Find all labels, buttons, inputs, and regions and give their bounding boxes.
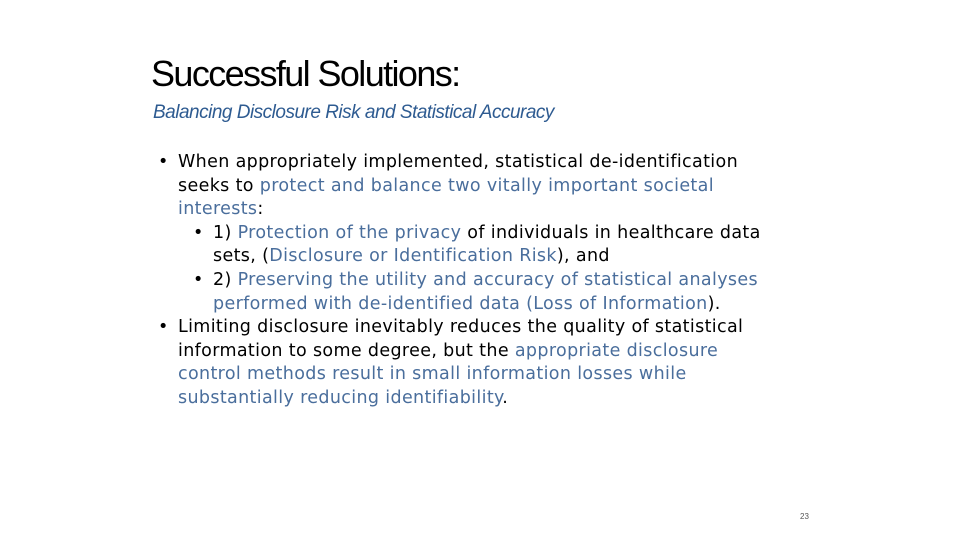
- bullet-dot: •: [193, 269, 204, 290]
- page-number: 23: [800, 512, 809, 521]
- text-span: information to some degree, but the: [178, 340, 515, 361]
- highlight-text: Protection of the privacy: [237, 222, 462, 243]
- bullet-2-line-2: [178, 340, 818, 364]
- text-span: sets, (: [213, 246, 270, 267]
- highlight-text: substantially reducing identifiability: [178, 387, 503, 408]
- bullet-2-line-3: [178, 363, 818, 387]
- text-span: of individuals in healthcare data: [461, 222, 761, 243]
- highlight-text: control methods result in small information losses while: [178, 364, 687, 385]
- bullet-item-2: [158, 316, 818, 410]
- sub-bullet-2-line-1: [213, 269, 818, 293]
- highlight-text: interests: [178, 199, 258, 220]
- text-span: When appropriately implemented, statistical de-identification: [178, 152, 739, 172]
- text-span: .: [502, 387, 509, 408]
- highlight-text: Loss of Information: [533, 293, 708, 314]
- bullet-1-line-2: [178, 175, 818, 199]
- bullet-dot: •: [158, 317, 169, 338]
- text-span: 1): [213, 222, 238, 243]
- text-span: :: [257, 199, 264, 220]
- text-span: ).: [707, 293, 721, 314]
- highlight-text: Preserving the utility and accuracy: [237, 269, 555, 290]
- sub-bullet-2-line-2: [213, 293, 818, 317]
- highlight-text: of statistical analyses: [554, 269, 758, 290]
- bullet-item-1: [158, 151, 818, 222]
- highlight-text: Disclosure or Identification Risk: [269, 246, 557, 267]
- bullet-1-line-3: [178, 198, 818, 222]
- text-span: seeks to: [178, 175, 260, 196]
- sub-bullet-1-line-2: [213, 245, 818, 269]
- bullet-dot: •: [193, 222, 204, 243]
- highlight-text: appropriate disclosure: [514, 340, 719, 361]
- text-span: 2): [213, 269, 238, 290]
- text-span: Limiting disclosure inevitably reduces the quality of statistical: [178, 317, 744, 338]
- highlight-text: performed with de-identified data (: [213, 293, 534, 314]
- bullet-2-line-1: [178, 316, 818, 340]
- sub-bullet-1-line-1: [213, 222, 818, 246]
- bullet-2-line-4: [178, 387, 818, 411]
- bullet-1-line-1: [178, 151, 818, 175]
- slide-title: Successful Solutions:: [151, 53, 460, 94]
- slide-subtitle: Balancing Disclosure Risk and Statistical Accuracy: [153, 102, 554, 123]
- sub-bullet-item-1: [158, 222, 818, 269]
- slide-body: [158, 151, 818, 411]
- highlight-text: protect and balance two vitally important societal: [259, 175, 714, 196]
- sub-bullet-item-2: [158, 269, 818, 316]
- text-span: ), and: [556, 246, 610, 267]
- bullet-dot: •: [158, 152, 169, 172]
